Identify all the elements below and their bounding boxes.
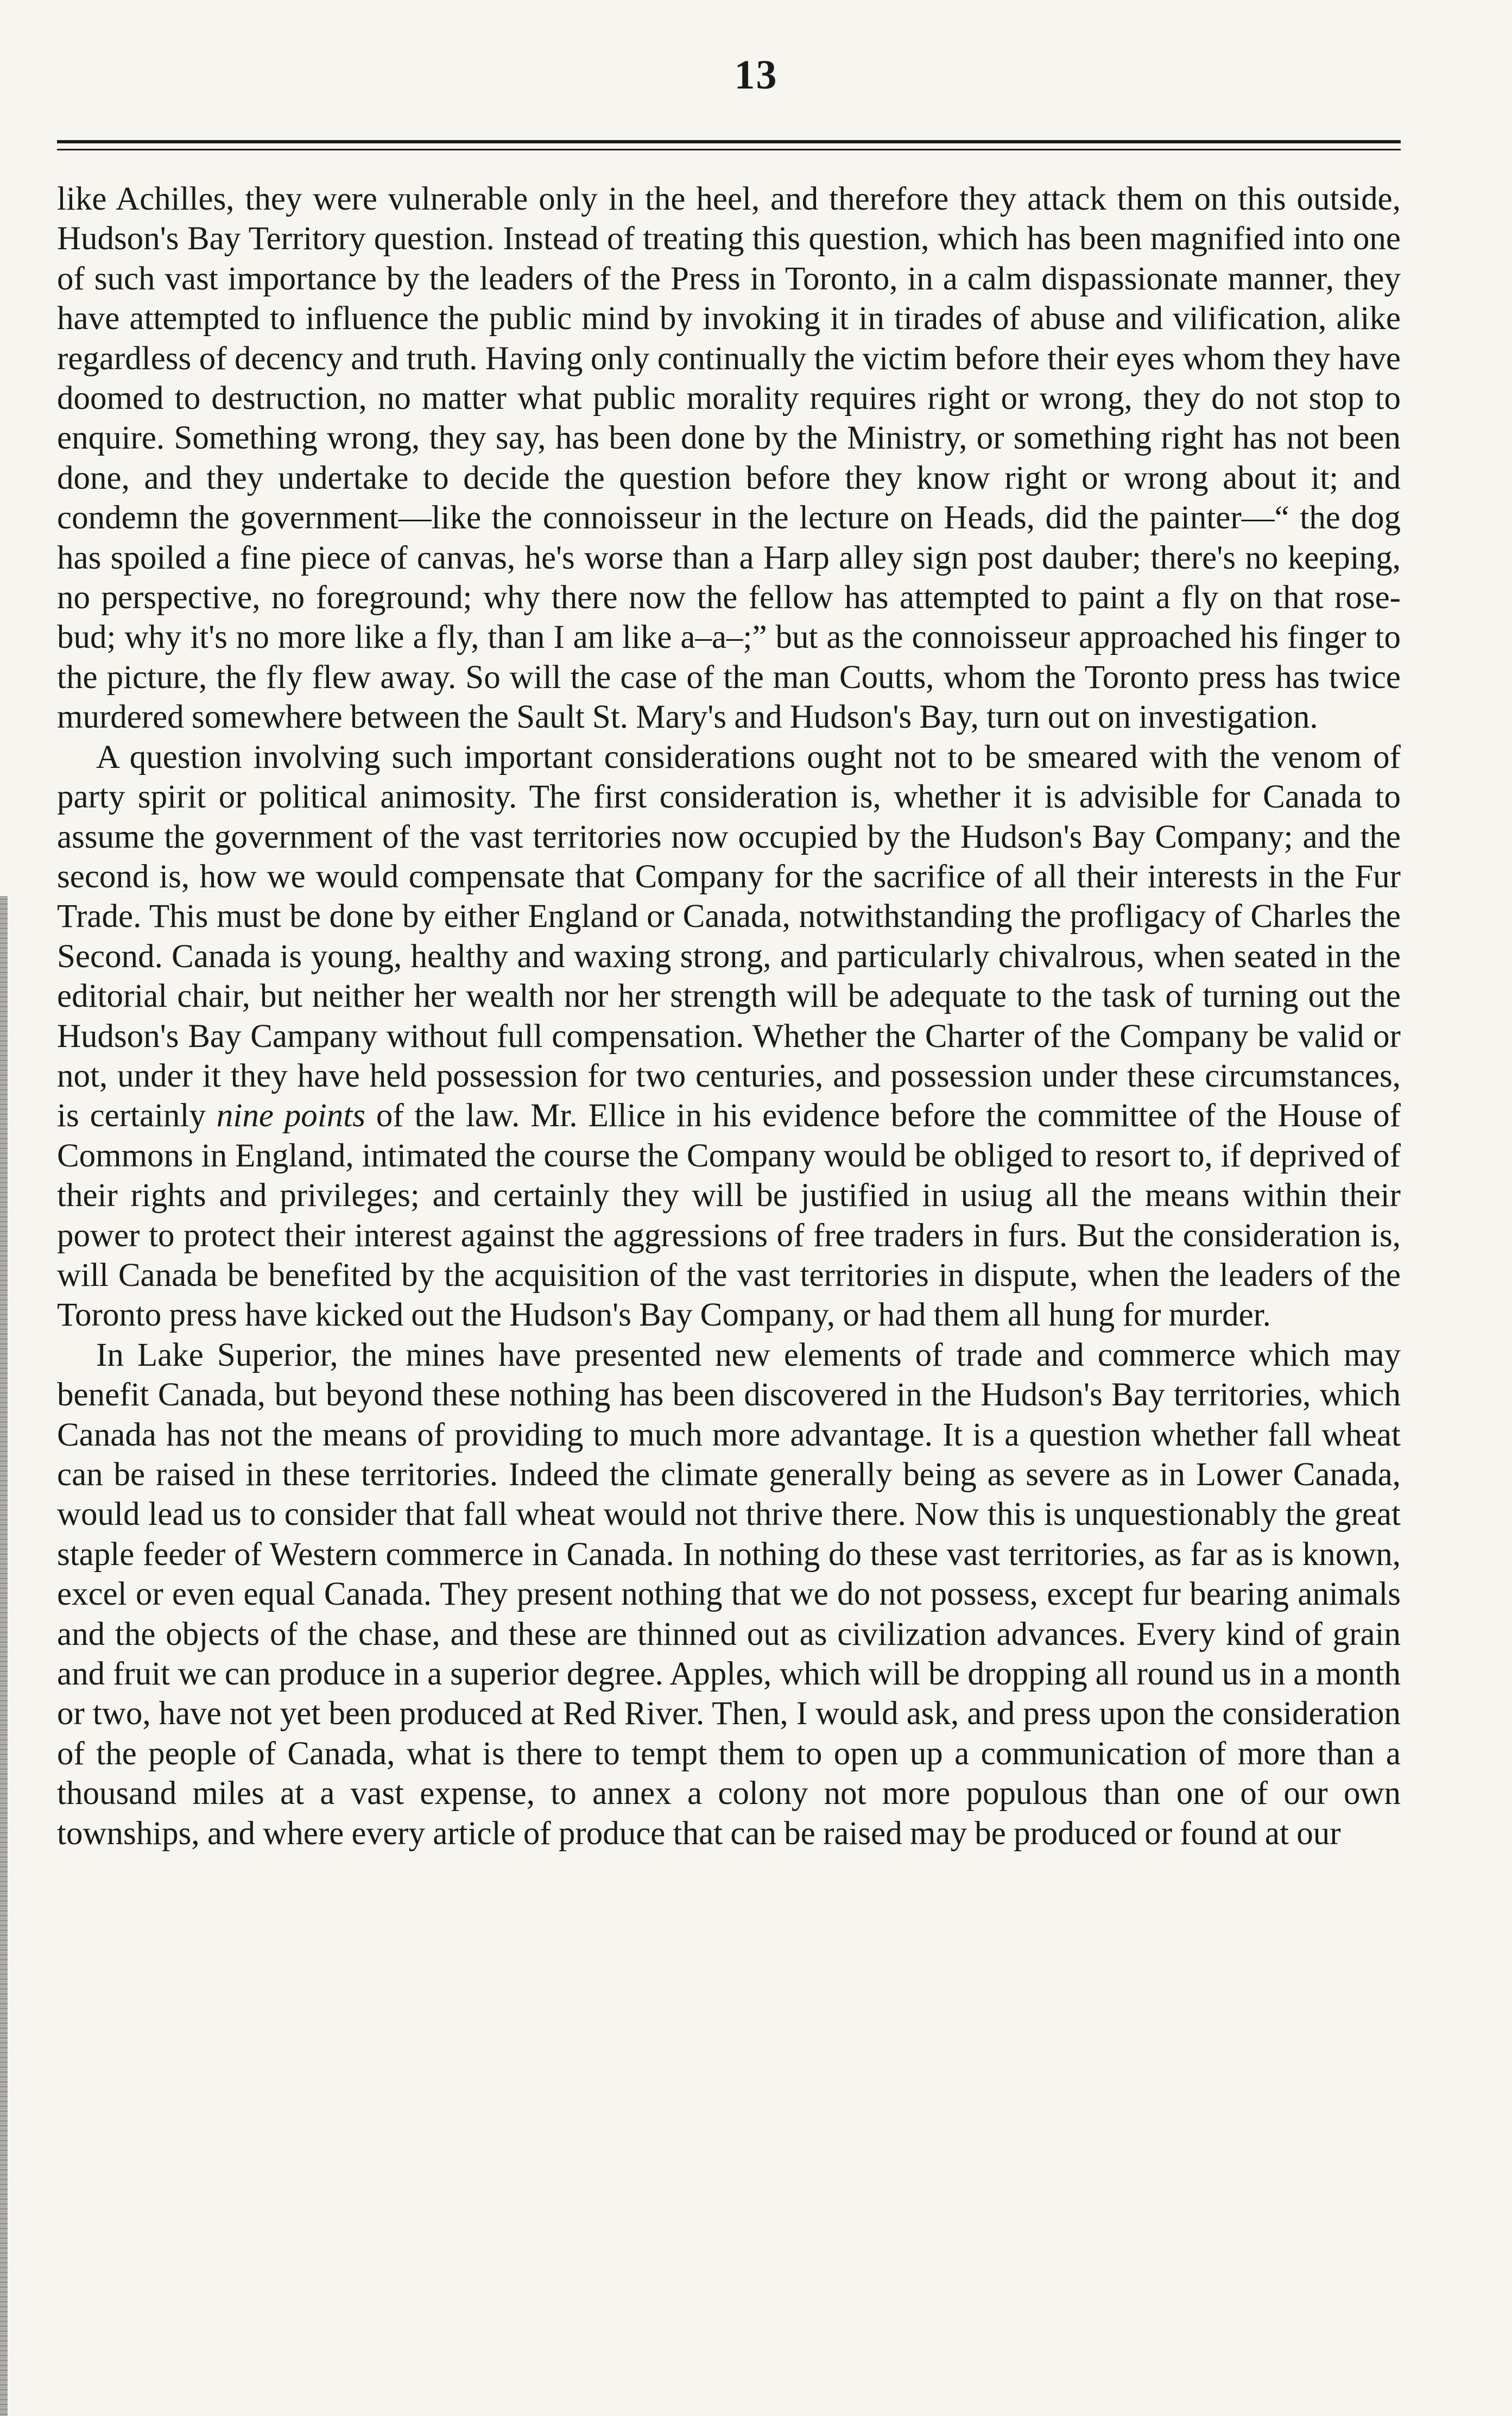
scanned-binding-edge [0, 896, 8, 2416]
paragraph-2-italic-phrase: nine points [216, 1097, 365, 1134]
page-number: 13 [734, 52, 778, 98]
paragraph-2-text-b: of the law. Mr. Ellice in his evidence before the committee of the House of Commons in England, intimated the course the Company would be obliged to resort to, if deprived of their rights and privileges; and certainly they will be justified in usiug all the means within their power to protect their interest against the aggressions of free traders in furs. But the consideration is, will Canada be benefited by the acquisition of the vast territories in dispute, when the leaders of the Toronto press have kicked out the Hudson's Bay Company, or had them all hung for murder. [57, 1097, 1401, 1334]
paragraph-2-text-a: A question involving such important considerations ought not to be smeared with the venom of party spirit or political animosity. The first consideration is, whether it is advisible for Canada to assume the government of the vast territories now occupied by the Hudson's Bay Company; and the second is, how we would compensate that Company for the sacrifice of all their interests in the Fur Trade. This must be done by either England or Canada, notwithstanding the profligacy of Charles the Second. Canada is young, healthy and waxing strong, and particularly chivalrous, when seated in the editorial chair, but neither her wealth nor her strength will be adequate to the task of turning out the Hudson's Bay Campany without full compensation. Whether the Charter of the Company be valid or not, under it they have held possession for two centuries, and possession under these circumstances, is certainly [57, 739, 1401, 1134]
header-rule-thick [57, 140, 1401, 143]
header-rule-thin [57, 149, 1401, 150]
paragraph-1 [57, 179, 1401, 737]
paragraph-3 [57, 1335, 1401, 1853]
paragraph-3-text: In Lake Superior, the mines have presented new elements of trade and commerce which may benefit Canada, but beyond these nothing has been discovered in the Hudson's Bay territories, which Canada has not the means of providing to much more advantage. It is a question whether fall wheat can be raised in these territories. Indeed the climate generally being as severe as in Lower Canada, would lead us to consider that fall wheat would not thrive there. Now this is unquestionably the great staple feeder of Western commerce in Canada. In nothing do these vast territories, as far as is known, excel or even equal Canada. They present nothing that we do not possess, except fur bearing animals and the objects of the chase, and these are thinned out as civilization advances. Every kind of grain and fruit we can produce in a superior degree. Apples, which will be dropping all round us in a month or two, have not yet been produced at Red River. Then, I would ask, and press upon the consideration of the people of Canada, what is there to tempt them to open up a communication of more than a thousand miles at a vast expense, to annex a colony not more populous than one of our own townships, and where every article of produce that can be raised may be produced or found at our [57, 1336, 1401, 1852]
paragraph-1-text: like Achilles, they were vulnerable only in the heel, and therefore they attack them on this outside, Hudson's Bay Territory question. Instead of treating this question, which has been magnified into one of such vast importance by the leaders of the Press in Toronto, in a calm dispassionate manner, they have attempted to influence the public mind by invoking it in tirades of abuse and vilification, alike regardless of decency and truth. Having only continually the victim before their eyes whom they have doomed to destruction, no matter what public morality requires right or wrong, they do not stop to enquire. Something wrong, they say, has been done by the Ministry, or something right has not been done, and they undertake to decide the question before they know right or wrong about it; and condemn the government—like the connoisseur in the lecture on Heads, did the painter—“ the dog has spoiled a fine piece of canvas, he's worse than a Harp alley sign post dauber; there's no keeping, no perspective, no foreground; why there now the fellow has attempted to paint a fly on that rose-bud; why it's no more like a fly, than I am like a–a–;” but as the connoisseur approached his finger to the picture, the fly flew away. So will the case of the man Coutts, whom the Toronto press has twice murdered somewhere between the Sault St. Mary's and Hudson's Bay, turn out on investigation. [57, 181, 1401, 736]
paragraph-2 [57, 737, 1401, 1335]
body-text [57, 179, 1401, 1853]
